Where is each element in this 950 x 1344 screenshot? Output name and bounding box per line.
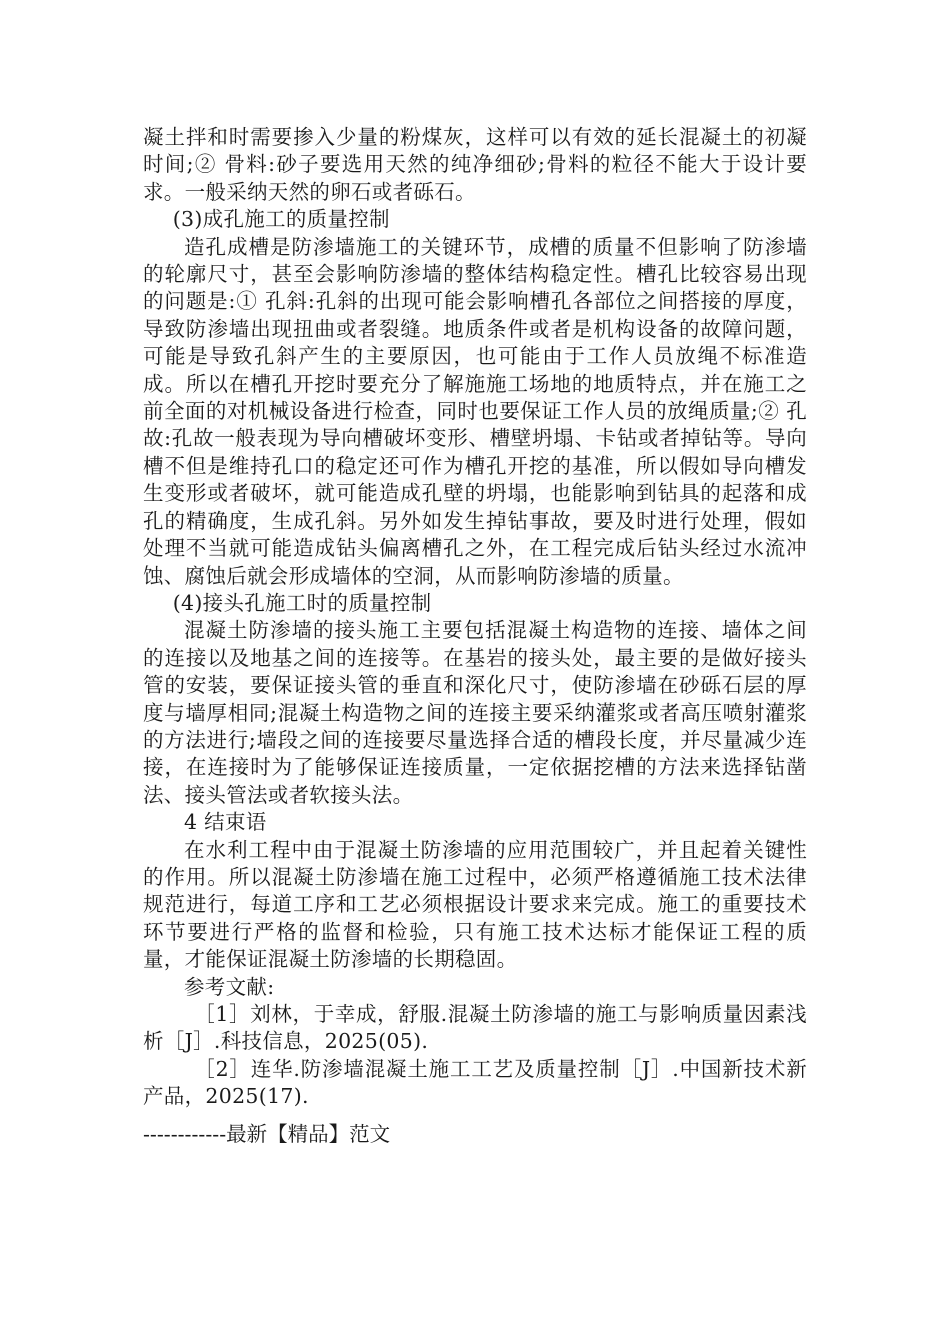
reference-item-2: ［2］连华.防渗墙混凝土施工工艺及质量控制［J］.中国新技术新产品，2025(17). bbox=[143, 1056, 807, 1109]
references-heading: 参考文献: bbox=[184, 974, 275, 999]
section-heading-hole-forming: (3)成孔施工的质量控制 bbox=[172, 207, 390, 232]
section-heading-conclusion: 4 结束语 bbox=[184, 810, 267, 835]
paragraph-hole-forming-quality: 造孔成槽是防渗墙施工的关键环节，成槽的质量不但影响了防渗墙的轮廓尺寸，甚至会影响防渗墙的整体结构稳定性。槽孔比较容易出现的问题是:① 孔斜:孔斜的出现可能会影响槽孔各部位之间搭接的厚度，导致防渗墙出现扭曲或者裂缝。地质条件或者是机构设备的故障问题，可能是导致孔斜产生的主要原因，也可能由于工作人员放绳不标准造成。所以在槽孔开挖时要充分了解施施工场地的地质特点，并在施工之前全面的对机械设备进行检查，同时也要保证工作人员的放绳质量;② 孔故:孔故一般表现为导向槽破坏变形、槽壁坍塌、卡钻或者掉钻等。导向槽不但是维持孔口的稳定还可作为槽孔开挖的基准，所以假如导向槽发生变形或者破坏，就可能造成孔壁的坍塌，也能影响到钻具的起落和成孔的精确度，生成孔斜。另外如发生掉钻事故，要及时进行处理，假如处理不当就可能造成钻头偏离槽孔之外，在工程完成后钻头经过水流冲蚀、腐蚀后就会形成墙体的空洞，从而影响防渗墙的质量。 bbox=[143, 234, 807, 588]
paragraph-aggregate-materials: 凝土拌和时需要掺入少量的粉煤灰，这样可以有效的延长混凝土的初凝时间;② 骨料:砂子要选用天然的纯净细砂;骨料的粒径不能大于设计要求。一般采纳天然的卵石或者砾石。 bbox=[143, 125, 807, 204]
section-heading-joint-hole: (4)接头孔施工时的质量控制 bbox=[172, 590, 432, 615]
paragraph-joint-construction: 混凝土防渗墙的接头施工主要包括混凝土构造物的连接、墙体之间的连接以及地基之间的连接等。在基岩的接头处，最主要的是做好接头管的安装，要保证接头管的垂直和深化尺寸，使防渗墙在砂砾石层的厚度与墙厚相同;混凝土构造物之间的连接主要采纳灌浆或者高压喷射灌浆的方法进行;墙段之间的连接要尽量选择合适的槽段长度，并尽量减少连接，在连接时为了能够保证连接质量，一定依据挖槽的方法来选择钻凿法、接头管法或者软接头法。 bbox=[143, 618, 807, 807]
document-body bbox=[143, 124, 807, 1111]
reference-item-1: ［1］刘林，于幸成，舒服.混凝土防渗墙的施工与影响质量因素浅析［J］.科技信息，2025(05). bbox=[143, 1002, 807, 1054]
footer-banner: ------------最新【精品】范文 bbox=[143, 1122, 391, 1146]
paragraph-conclusion: 在水利工程中由于混凝土防渗墙的应用范围较广，并且起着关键性的作用。所以混凝土防渗墙在施工过程中，必须严格遵循施工技术法律规范进行，每道工序和工艺必须根据设计要求来完成。施工的重要技术环节要进行严格的监督和检验，只有施工技术达标才能保证工程的质量，才能保证混凝土防渗墙的长期稳固。 bbox=[143, 837, 807, 972]
